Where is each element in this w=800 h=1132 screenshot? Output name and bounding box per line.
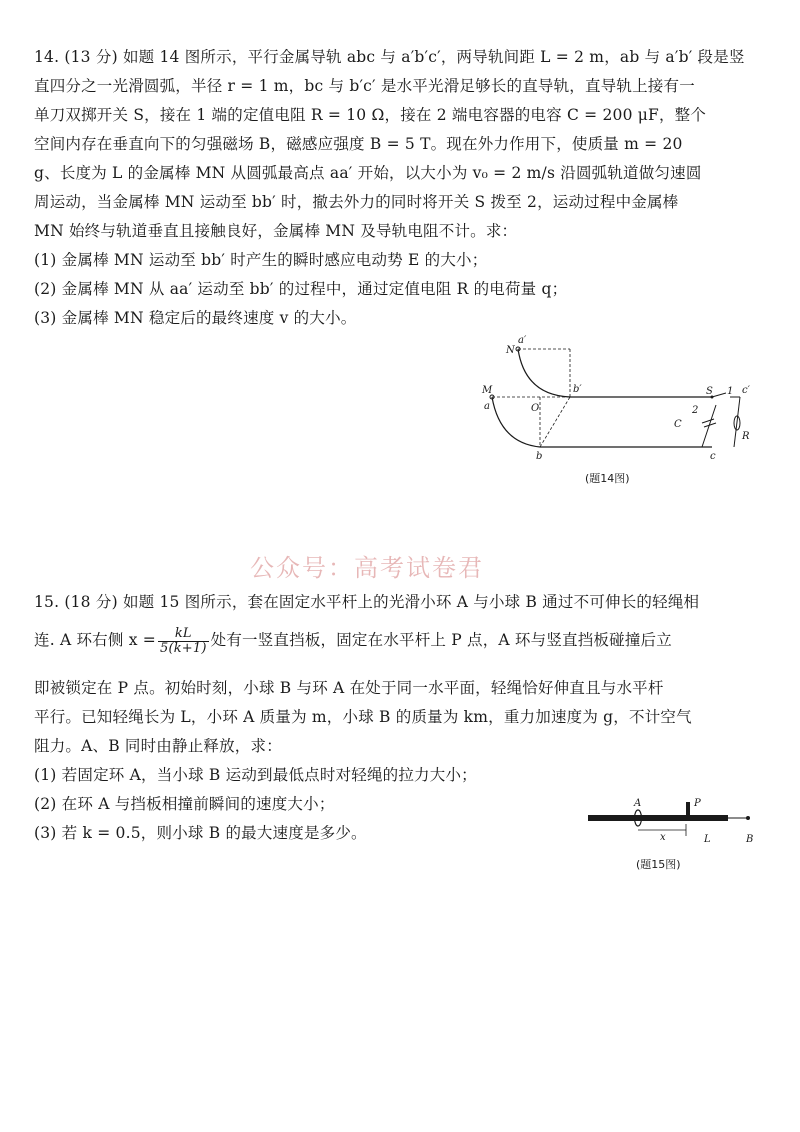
label-a-prime: a′: [518, 335, 527, 346]
q14-question-2: (2) 金属棒 MN 从 aa′ 运动至 bb′ 的过程中，通过定值电阻 R 的电荷量 q；: [34, 280, 568, 298]
q14-question-3: (3) 金属棒 MN 稳定后的最终速度 v 的大小。: [34, 309, 357, 327]
q15-fraction-numerator: kL: [158, 627, 209, 642]
label-m: M: [482, 385, 493, 396]
q14-line-2: 直四分之一光滑圆弧，半径 r = 1 m，bc 与 b′c′ 是水平光滑足够长的直导轨，直导轨上接有一: [34, 77, 695, 95]
q15-line-2-post: 处有一竖直挡板，固定在水平杆上 P 点，A 环与竖直挡板碰撞后立: [210, 631, 672, 649]
q15-fraction-denominator: 5(k+1): [159, 640, 207, 656]
dashed-diagonal: [540, 397, 570, 447]
q15-figure-caption: (题15图): [636, 858, 681, 871]
label-p: P: [694, 798, 701, 809]
capacitor-wire: [702, 405, 716, 447]
label-1: 1: [727, 386, 734, 397]
baffle-p: [686, 802, 690, 816]
q15-line-2: [34, 624, 774, 660]
q15-line-2-pre: 连. A 环右侧 x =: [34, 631, 156, 649]
label-o: O: [531, 403, 540, 414]
q14-line-1: 14. (13 分) 如题 14 图所示，平行金属导轨 abc 与 a′b′c′，两导轨间距 L = 2 m，ab 与 a′b′ 段是竖: [34, 48, 745, 66]
label-s: S: [706, 386, 713, 397]
switch-blade: [712, 393, 726, 397]
horizontal-rod: [588, 815, 728, 821]
q14-line-3: 单刀双掷开关 S，接在 1 端的定值电阻 R = 10 Ω，接在 2 端电容器的电容 C = 200 μF，整个: [34, 106, 707, 124]
label-l: L: [704, 834, 711, 845]
q15-line-5: 阻力。A、B 同时由静止释放，求：: [34, 737, 282, 755]
q15-question-2: (2) 在环 A 与挡板相撞前瞬间的速度大小；: [34, 795, 335, 813]
resistor-wire: [734, 397, 740, 447]
label-c: c: [710, 451, 716, 462]
q14-line-7: MN 始终与轨道垂直且接触良好，金属棒 MN 及导轨电阻不计。求：: [34, 222, 518, 240]
q15-figure: [582, 792, 762, 852]
q15-line-3: 即被锁定在 P 点。初始时刻，小球 B 与环 A 在处于同一水平面，轻绳恰好伸直且与水平杆: [34, 679, 664, 697]
label-a: A: [634, 798, 642, 809]
label-b-prime: b′: [573, 384, 582, 395]
watermark: 公众号：高考试卷君: [250, 554, 484, 582]
q15-line-4: 平行。已知轻绳长为 L，小环 A 质量为 m，小球 B 的质量为 km，重力加速度为 g，不计空气: [34, 708, 692, 726]
label-b: b: [536, 451, 543, 462]
label-2: 2: [692, 405, 699, 416]
q15-question-3: (3) 若 k = 0.5，则小球 B 的最大速度是多少。: [34, 824, 367, 842]
label-n: N: [506, 345, 515, 356]
q14-line-5: g、长度为 L 的金属棒 MN 从圆弧最高点 aa′ 开始，以大小为 v₀ = 2 m/s 沿圆弧轨道做匀速圆: [34, 164, 702, 182]
label-r: R: [742, 431, 750, 442]
q14-figure-caption: (题14图): [585, 472, 630, 485]
q14-line-4: 空间内存在垂直向下的匀强磁场 B，磁感应强度 B = 5 T。现在外力作用下，使质量 m = 20: [34, 135, 683, 153]
label-b: B: [746, 834, 754, 845]
label-a: a: [484, 401, 490, 412]
q15-question-1: (1) 若固定环 A，当小球 B 运动到最低点时对轻绳的拉力大小；: [34, 766, 477, 784]
q15-fraction: [158, 627, 209, 656]
q15-line-1: 15. (18 分) 如题 15 图所示，套在固定水平杆上的光滑小环 A 与小球 B 通过不可伸长的轻绳相: [34, 593, 700, 611]
ball-b: [746, 816, 750, 820]
label-c-cap: C: [674, 419, 682, 430]
capacitor-plate-1: [702, 419, 714, 423]
q14-line-6: 周运动，当金属棒 MN 运动至 bb′ 时，撤去外力的同时将开关 S 拨至 2，运动过程中金属棒: [34, 193, 679, 211]
q14-figure: [470, 335, 760, 465]
label-c-prime: c′: [742, 385, 750, 396]
label-x: x: [660, 832, 666, 843]
arc-upper: [518, 349, 570, 397]
q14-question-1: (1) 金属棒 MN 运动至 bb′ 时产生的瞬时感应电动势 E 的大小；: [34, 251, 488, 269]
